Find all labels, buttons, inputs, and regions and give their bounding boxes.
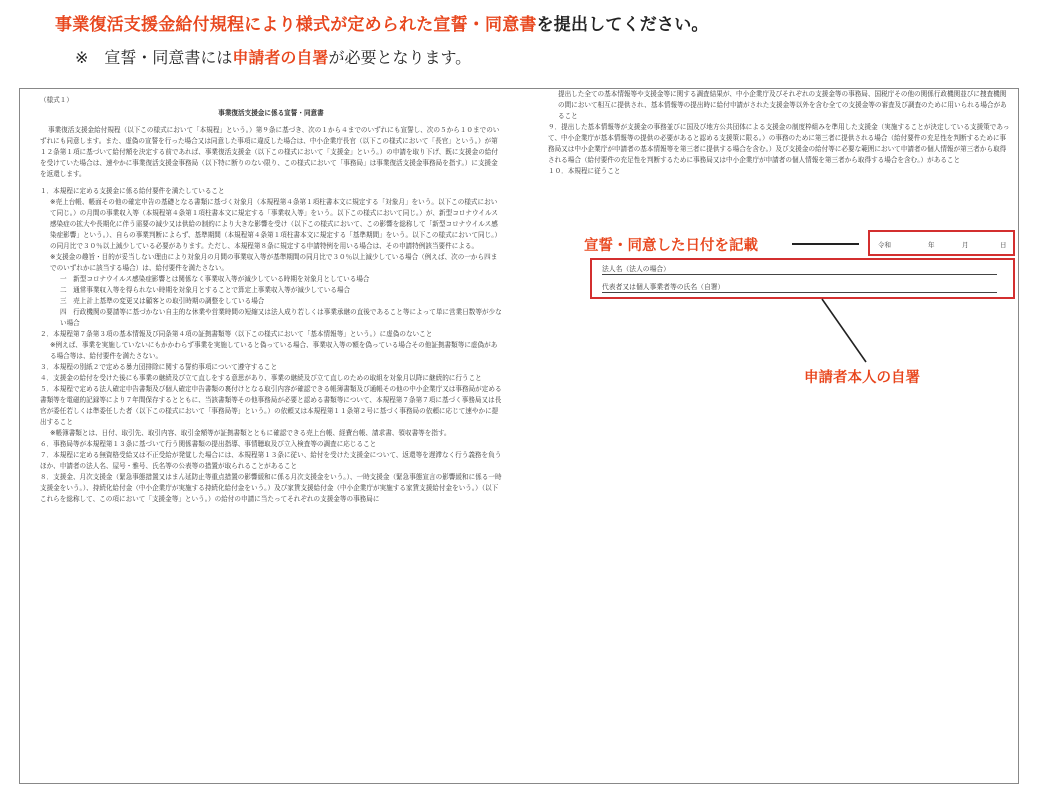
clause-6: ６．事務局等が本規程第１３条に基づいて行う関係書類の提出指導、事情聴取及び立入検査等の調査に応じること <box>40 440 377 448</box>
clause-4: ４．支援金の給付を受けた後にも事業の継続及び立て直しをする意思があり、事業の継続及び立て直しのための取組を対象月以降に継続的に行うこと <box>40 374 482 382</box>
clause-8-continued: 提出した全ての基本情報等や支援金等に関する調査結果が、中小企業庁及びそれぞれの支援金等の事務局、国税庁その他の関係行政機関並びに捜査機関の間において相互に提供され、基本情報等の提出時に給付申請がされた支援金等以外を含む全ての支援金等の審査及び調査のために用いられる場合があること <box>558 90 1007 120</box>
form-number: （様式１） <box>40 96 73 104</box>
clause-8: ８．支援金、月次支援金（緊急事態措置又はまん延防止等重点措置の影響緩和に係る月次支援金をいう。）、一時支援金（緊急事態宣言の影響緩和に係る一時支援金をいう。）、持続化給付金（中小企業庁が実施する持続化給付金をいう。）及び家賃支援給付金（中小企業庁が実施する家賃支援給付金をいう。）（以下これらを総称して、この項において「支援金等」という。）の給付の申請に当たってそれぞれの支援金等の事務局に <box>40 473 502 503</box>
clause-3: ３．本規程の別紙２で定める暴力団排除に関する誓約事項について遵守すること <box>40 363 278 371</box>
signature-annotation-label: 申請者本人の自署 <box>804 370 920 386</box>
clause-1-case-1: 一 新型コロナウイルス感染症影響とは関係なく事業収入等が減少している時期を対象月としている場合 <box>60 275 370 283</box>
clause-1-note-2: ※支援金の趣旨・目的が妥当しない理由により対象月の月間の事業収入等が基準期間の同月比で３０％以上減少している場合（例えば、次の一から四までのいずれかに該当する場合）は、給付要件を満たさない。 <box>50 253 498 272</box>
form-name-emphasis: 事業復活支援金給付規程により様式が定められた宣誓・同意書 <box>55 15 537 35</box>
document-title: 事業復活支援金に係る宣誓・同意書 <box>218 109 324 117</box>
clause-5: ５．本規程で定める法人確定申告書類及び個人確定申告書類の裏付けとなる取引内容が確認できる帳簿書類及び通帳その他の中小企業庁又は事務局が定める書類等を電磁的記録等により７年間保存するとともに、当該書類等その他事務局が必要と認める書類等について、本規程第７条第７項に基づく事務局又は長官が委任若しくは準委任した者（以下この様式において「事務局等」という。）の依頼又は本規程第１１条第２号に基づく事務局の依頼に応じて速やかに提出すること <box>40 385 502 426</box>
note-suffix: が必要となります。 <box>328 48 472 67</box>
clause-1-case-2: 二 通常事業収入等を得られない時期を対象月とすることで算定上事業収入等が減少している場合 <box>60 286 351 294</box>
clause-5-note: ※帳簿書類とは、日付、取引先、取引内容、取引金額等が証拠書類とともに確認できる売上台帳、経費台帳、請求書、領収書等を指す。 <box>50 429 451 437</box>
date-day-label: 日 <box>1000 241 1007 249</box>
date-era-label: 令和 <box>878 241 891 249</box>
clause-1-note: ※売上台帳、帳面その他の確定申告の基礎となる書類に基づく対象月（本規程第４条第１項柱書本文に規定する「対象月」をいう。以下この様式において同じ。）の月間の事業収入等（本規程第４条第１項柱書本文に規定する「事業収入等」をいう。以下この様式において同じ。）が、新型コロナウイルス感染症の拡大や長期化に伴う需要の減少又は供給の制約により大きな影響を受け（以下この様式において、この影響を総称して「新型コロナウイルス感染症影響」という。）、自らの事業判断によらず、基準期間（本規程第４条第１項柱書本文に規定する「基準期間」をいう。以下この様式において同じ。）の同月比で３０％以上減少している必要があります。ただし、本規程第８条に規定する申請特例を用いる場合は、その申請特例該当要件による。 <box>50 198 502 250</box>
clause-1-case-4: 四 行政機関の要請等に基づかない自主的な休業や営業時間の短縮又は法人成り若しくは事業承継の直後であること等によって単に営業日数等が少ない場合 <box>60 308 502 327</box>
clause-1: １．本規程に定める支援金に係る給付要件を満たしていること <box>40 187 225 195</box>
clause-2-note: ※例えば、事業を実施していないにもかかわらず事業を実施していると偽っている場合、事業収入等の額を偽っている場合その他証拠書類等に虚偽がある場合等は、給付要件を満たさない。 <box>50 341 498 360</box>
instruction-rest: を提出してください。 <box>536 15 709 35</box>
date-year-label: 年 <box>928 241 935 249</box>
clause-9: ９．提出した基本情報等が支援金の事務並びに国及び地方公共団体による支援金の制度枠組みを準用した支援金（実施することが決定している支援策であって、中小企業庁が基本情報等の提供の必要があると認める支援策に限る。）の事務のために第三者に提供される場合（給付要件の充足性を判断するために事務局又は中小企業庁が申請者の基本情報等を第三者に提供する場合を含む。）及び支援金の給付等に必要な範囲において申請者の個人情報が第三者から取得される場合（給付要件の充足性を判断するために事務局又は中小企業庁が申請者の個人情報を第三者から取得する場合を含む。）があること <box>548 123 1010 164</box>
representative-signature-line: 代表者又は個人事業者等の氏名（自署） <box>602 282 997 293</box>
clause-10: １０．本規程に従うこと <box>548 167 621 175</box>
document-intro: 事業復活支援金給付規程（以下この様式において「本規程」という。）第９条に基づき、次の１から４までのいずれにも宣誓し、次の５から１０までのいずれにも同意します。また、虚偽の宣誓を行った場合又は同意した事項に違反した場合は、中小企業庁長官（以下この様式において「長官」という。）が第１２条第１項に基づいて給付額を決定する前であれば、事業復活支援金（以下この様式において「支援金」という。）の申請を取り下げ、既に支援金の給付を受けていた場合は、速やかに事業復活支援金事務局（以下特に断りのない限り、この様式において「事務局」は事業復活支援金事務局を指す。）に支援金を返還します。 <box>40 126 500 178</box>
clause-7: ７．本規程に定める無資格受給又は不正受給が発覚した場合には、本規程第１３条に従い、給付を受けた支援金について、返還等を遅滞なく行う義務を負うほか、申請者の法人名、屋号・雅号、氏名等の公表等の措置が取られることがあること <box>40 451 502 470</box>
clause-2: ２．本規程第７条第３項の基本情報及び同条第４項の証拠書類等（以下この様式において「基本情報等」という。）に虚偽のないこと <box>40 330 433 338</box>
corporate-name-line: 法人名（法人の場合） <box>602 264 997 275</box>
clause-1-case-3: 三 売上計上基準の変更又は顧客との取引時期の調整をしている場合 <box>60 297 265 305</box>
date-month-label: 月 <box>962 241 969 249</box>
note-prefix: ※ 宣誓・同意書には <box>75 48 233 67</box>
date-annotation-label: 宣誓・同意した日付を記載 <box>584 238 758 254</box>
signature-emphasis: 申請者の自署 <box>232 48 329 67</box>
